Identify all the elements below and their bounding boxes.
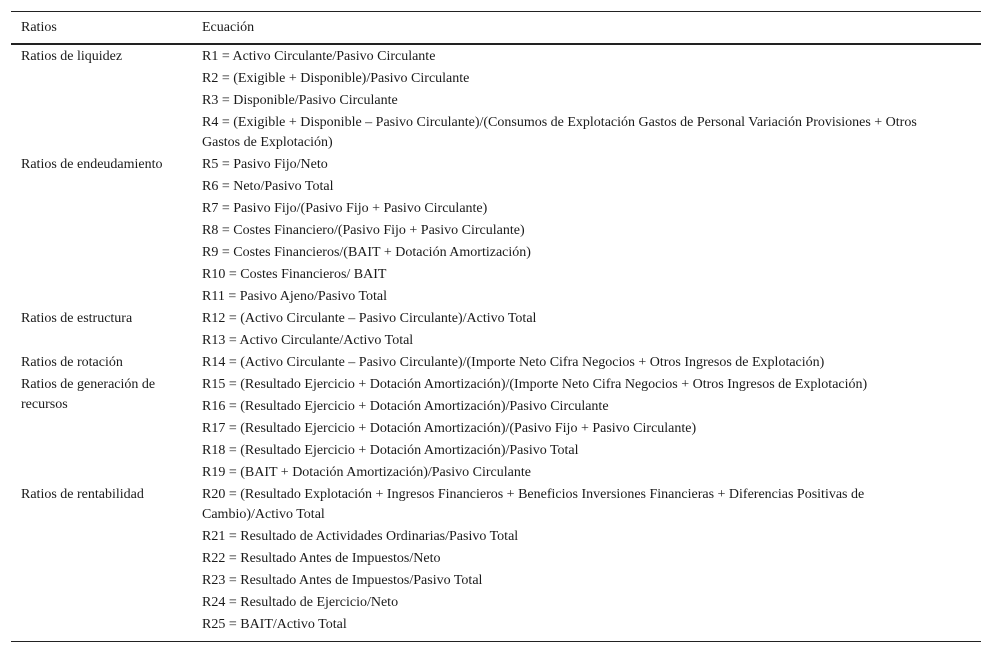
equation-list — [202, 46, 981, 154]
equation: R13 = Activo Circulante/Activo Total — [202, 333, 414, 348]
table-header-row — [11, 12, 981, 43]
equation: R21 = Resultado de Actividades Ordinarias/Pasivo Total — [202, 529, 519, 544]
equation: R25 = BAIT/Activo Total — [202, 617, 347, 632]
equation: R16 = (Resultado Ejercicio + Dotación Amortización)/Pasivo Circulante — [202, 399, 609, 414]
equation: R7 = Pasivo Fijo/(Pasivo Fijo + Pasivo Circulante) — [202, 201, 488, 216]
table-row — [11, 484, 981, 636]
header-ratios: Ratios — [21, 19, 57, 35]
equation: R3 = Disponible/Pasivo Circulante — [202, 93, 398, 108]
ratio-group-label: Ratios de liquidez — [21, 49, 123, 64]
table-row — [11, 352, 981, 374]
ratio-group-label: Ratios de rotación — [21, 355, 123, 370]
ratios-table — [11, 11, 981, 642]
equation: R6 = Neto/Pasivo Total — [202, 179, 334, 194]
equation: R12 = (Activo Circulante – Pasivo Circulante)/Activo Total — [202, 311, 537, 326]
equation: R1 = Activo Circulante/Pasivo Circulante — [202, 49, 436, 64]
ratio-group-label: Ratios de rentabilidad — [21, 487, 144, 502]
equation: R14 = (Activo Circulante – Pasivo Circulante)/(Importe Neto Cifra Negocios + Otros Ingresos de Explotación) — [202, 355, 825, 370]
equation: R4 = (Exigible + Disponible – Pasivo Circulante)/(Consumos de Explotación Gastos de Personal Variación Provisiones + Otros Gastos de Explotación) — [202, 115, 917, 150]
equation: R22 = Resultado Antes de Impuestos/Neto — [202, 551, 441, 566]
equation: R15 = (Resultado Ejercicio + Dotación Amortización)/(Importe Neto Cifra Negocios + Otros Ingresos de Explotación) — [202, 377, 868, 392]
equation: R11 = Pasivo Ajeno/Pasivo Total — [202, 289, 388, 304]
header-equation: Ecuación — [202, 19, 255, 35]
equation: R5 = Pasivo Fijo/Neto — [202, 157, 328, 172]
equation-list — [202, 154, 981, 308]
equation: R10 = Costes Financieros/ BAIT — [202, 267, 387, 282]
equation: R20 = (Resultado Explotación + Ingresos Financieros + Beneficios Inversiones Financieras + Diferencias Positivas de Cambio)/Activo Total — [202, 487, 865, 522]
table-row — [11, 46, 981, 154]
table-row — [11, 154, 981, 308]
equation-list — [202, 308, 981, 352]
equation: R9 = Costes Financieros/(BAIT + Dotación Amortización) — [202, 245, 531, 260]
ratio-group-label: Ratios de endeudamiento — [21, 157, 163, 172]
equation: R19 = (BAIT + Dotación Amortización)/Pasivo Circulante — [202, 465, 531, 480]
equation-list — [202, 352, 981, 374]
table-row — [11, 374, 981, 484]
table-bottom-rule — [11, 641, 981, 642]
equation: R2 = (Exigible + Disponible)/Pasivo Circulante — [202, 71, 470, 86]
equation: R8 = Costes Financiero/(Pasivo Fijo + Pasivo Circulante) — [202, 223, 525, 238]
table-row — [11, 308, 981, 352]
table-body — [11, 45, 981, 641]
equation-list — [202, 374, 981, 484]
ratio-group-label: Ratios de estructura — [21, 311, 133, 326]
equation-list — [202, 484, 981, 636]
equation: R24 = Resultado de Ejercicio/Neto — [202, 595, 399, 610]
equation: R18 = (Resultado Ejercicio + Dotación Amortización)/Pasivo Total — [202, 443, 579, 458]
equation: R23 = Resultado Antes de Impuestos/Pasivo Total — [202, 573, 483, 588]
ratio-group-label: Ratios de generación de recursos — [21, 377, 156, 412]
equation: R17 = (Resultado Ejercicio + Dotación Amortización)/(Pasivo Fijo + Pasivo Circulante) — [202, 421, 697, 436]
